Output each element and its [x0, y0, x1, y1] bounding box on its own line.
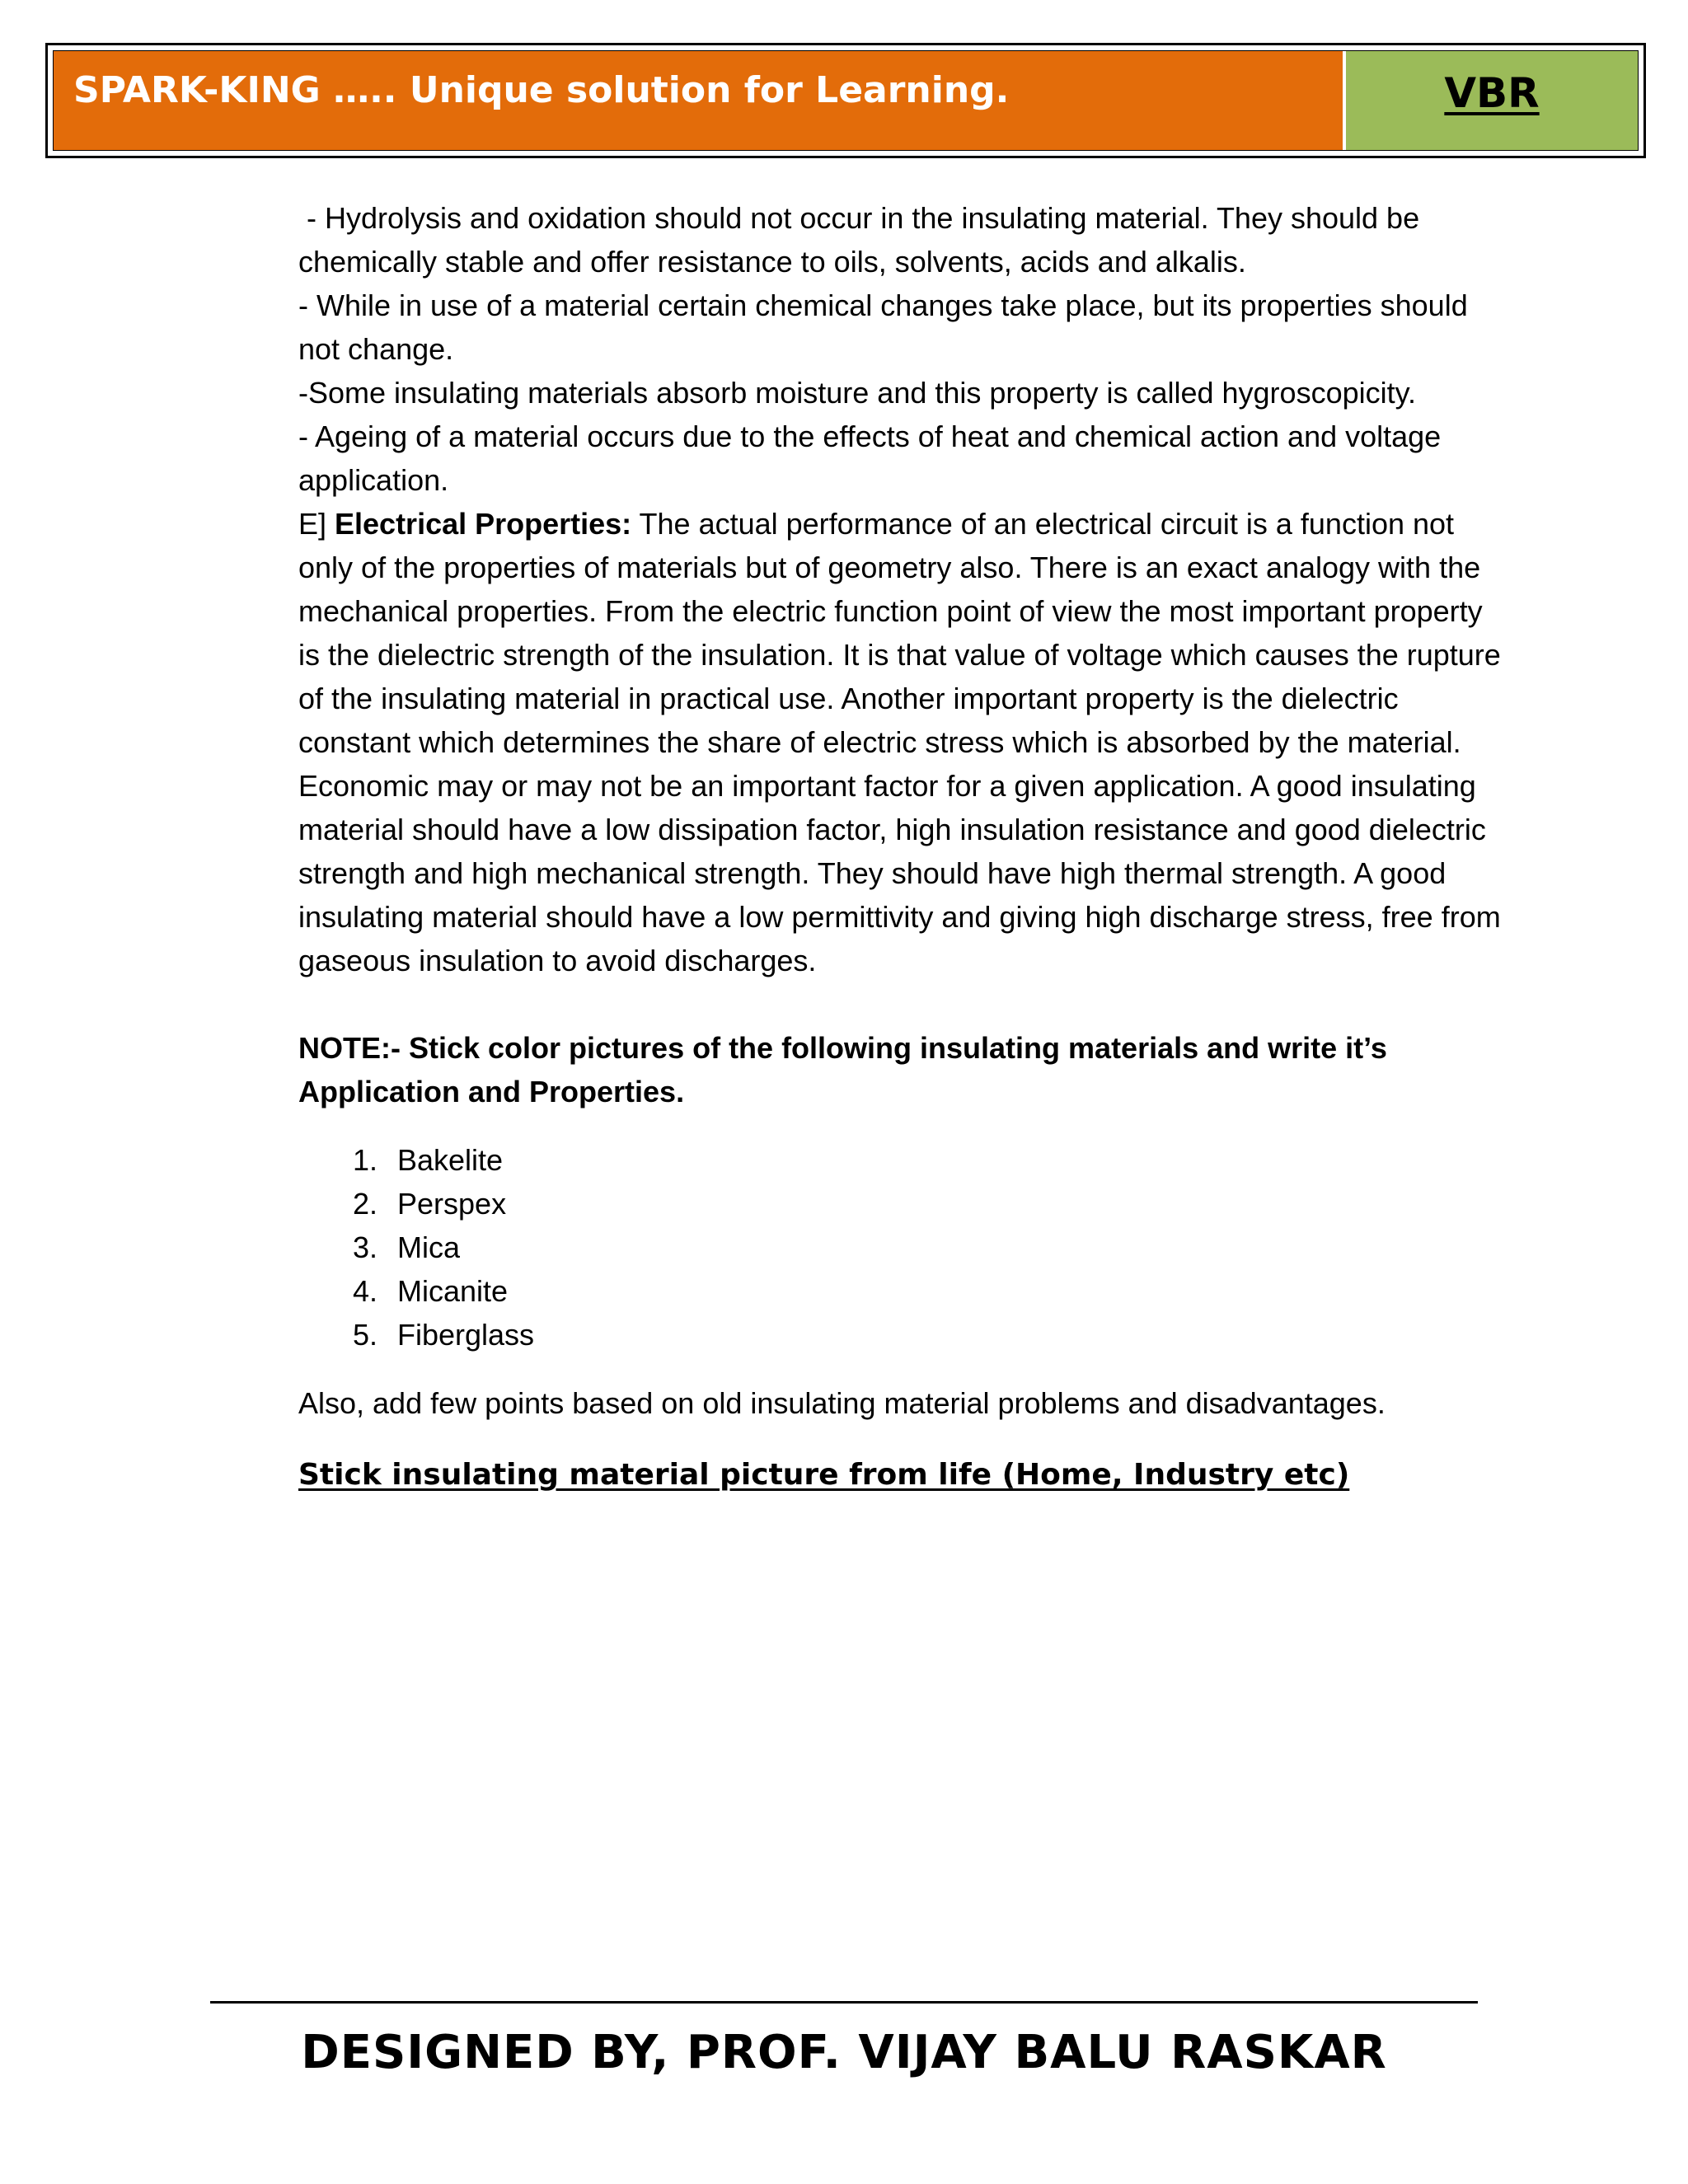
paragraph-also: Also, add few points based on old insulating material problems and disadvantages. [298, 1386, 1386, 1420]
list-item-number: 5. [352, 1318, 377, 1352]
list-item-number: 1. [352, 1143, 377, 1177]
electrical-prefix: E] [298, 507, 335, 541]
stick-instruction: Stick insulating material picture from life (Home, Industry etc) [298, 1458, 1350, 1492]
list-item-number: 4. [352, 1274, 377, 1308]
footer-designer-credit: DESIGNED BY, PROF. VIJAY BALU RASKAR [301, 2026, 1387, 2079]
list-item-label: Mica [397, 1230, 461, 1264]
paragraph-hygroscopicity: -Some insulating materials absorb moisture and this property is called hygroscopicity. [298, 376, 1416, 410]
footer-divider [210, 2001, 1478, 2004]
materials-list [298, 1138, 1502, 1357]
paragraph-electrical-properties [298, 502, 1502, 982]
list-item-label: Micanite [397, 1274, 509, 1308]
document-body [298, 196, 1502, 1497]
paragraph-chemical-changes: - While in use of a material certain chemical changes take place, but its properties should not change. [298, 288, 1468, 366]
electrical-text: The actual performance of an electrical circuit is a function not only of the properties of materials but of geometry also. There is an exact analogy with the mechanical properties. From the electric function point of view the most important property is the dielectric strength of the insulation. It is that value of voltage which causes the rupture of the insulating material in practical use. Another important property is the dielectric constant which determines the share of electric stress which is absorbed by the material. Economic may or may not be an important factor for a given application. A good insulating material should have a low dissipation factor, high insulation resistance and good dielectric strength and high mechanical strength. They should have high thermal strength. A good insulating material should have a low permittivity and giving high discharge stress, free from gaseous insulation to avoid discharges. [298, 507, 1501, 977]
header-inner-frame [53, 50, 1639, 151]
header-banner-text: SPARK-KING ….. Unique solution for Learning. [73, 69, 1010, 111]
list-item [298, 1182, 1502, 1226]
page-header [45, 43, 1646, 158]
list-item [298, 1226, 1502, 1269]
electrical-heading: Electrical Properties: [335, 507, 632, 541]
list-item [298, 1269, 1502, 1313]
list-item-label: Perspex [397, 1187, 507, 1221]
header-banner [54, 51, 1346, 150]
list-item-label: Bakelite [397, 1143, 504, 1177]
list-item [298, 1313, 1502, 1357]
list-item-number: 3. [352, 1230, 377, 1264]
note-paragraph: NOTE:- Stick color pictures of the following insulating materials and write it’s Application and Properties. [298, 1031, 1387, 1108]
list-item-number: 2. [352, 1187, 377, 1221]
header-badge [1346, 51, 1638, 150]
list-item [298, 1138, 1502, 1182]
paragraph-hydrolysis: - Hydrolysis and oxidation should not occur in the insulating material. They should be chemically stable and offer resistance to oils, solvents, acids and alkalis. [298, 201, 1428, 279]
paragraph-ageing: - Ageing of a material occurs due to the effects of heat and chemical action and voltage application. [298, 419, 1442, 497]
header-badge-text: VBR [1444, 69, 1540, 117]
list-item-label: Fiberglass [397, 1318, 535, 1352]
